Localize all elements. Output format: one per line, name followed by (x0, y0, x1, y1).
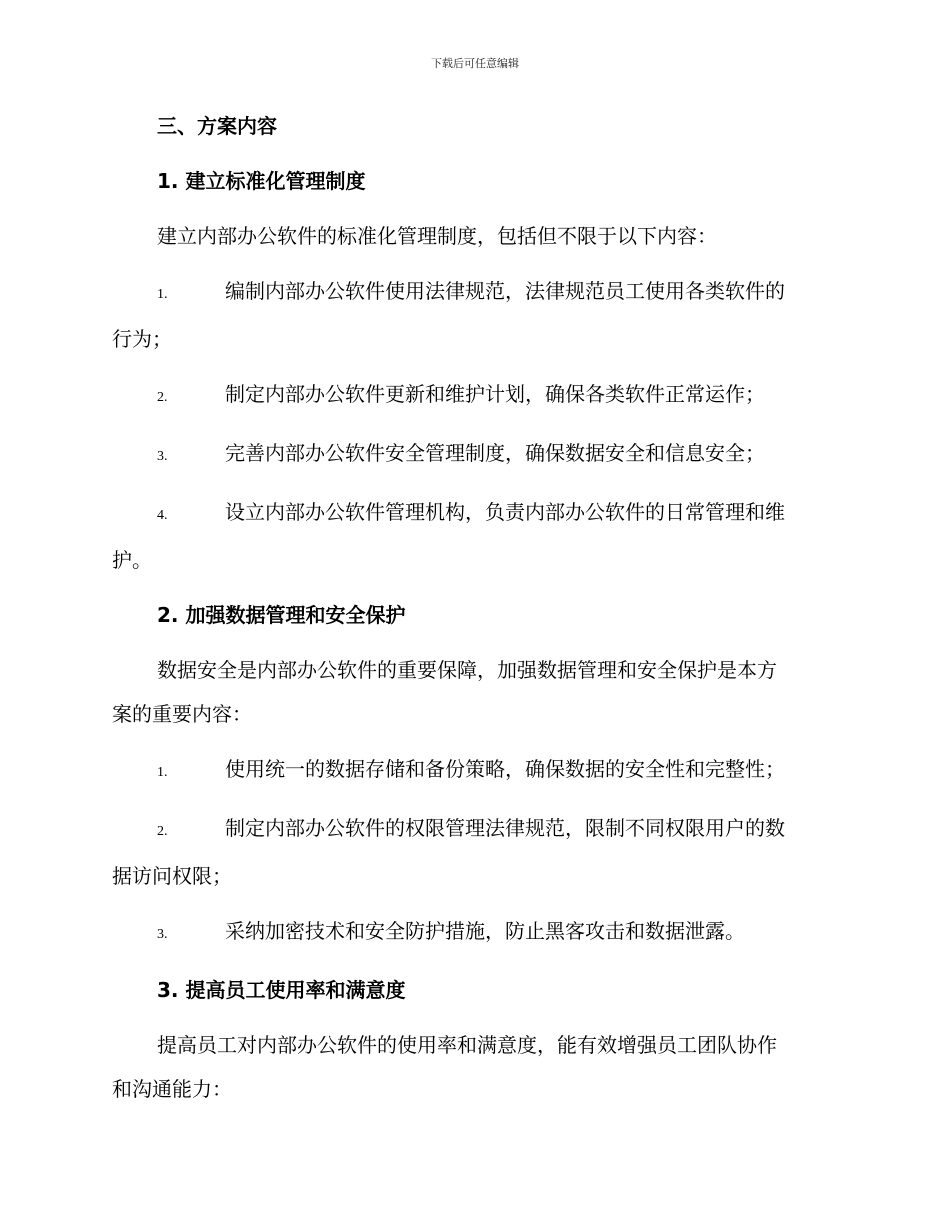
list-item (112, 269, 834, 361)
list-item-number: 3. (157, 449, 168, 464)
list-item-number: 3. (157, 927, 168, 942)
list-item (112, 431, 834, 479)
part-3-intro-continuation: 和沟通能力： (112, 1077, 232, 1101)
part-3-heading: 3. 提高员工使用率和满意度 (157, 978, 406, 1002)
list-item-number: 4. (157, 508, 168, 523)
list-item-number: 2. (157, 390, 168, 405)
list-item (112, 806, 834, 898)
part-1-intro: 建立内部办公软件的标准化管理制度，包括但不限于以下内容： (157, 224, 717, 248)
part-3-intro: 提高员工对内部办公软件的使用率和满意度，能有效增强员工团队协作 (157, 1033, 777, 1057)
list-item-continuation: 护。 (112, 548, 152, 572)
part-2-heading: 2. 加强数据管理和安全保护 (157, 603, 406, 627)
list-item-number: 1. (157, 765, 168, 780)
part-2-intro: 数据安全是内部办公软件的重要保障，加强数据管理和安全保护是本方 (157, 658, 777, 682)
list-item-continuation: 行为； (112, 327, 172, 351)
list-item-text: 编制内部办公软件使用法律规范，法律规范员工使用各类软件的 (225, 279, 785, 303)
list-item (112, 372, 834, 420)
list-item-number: 1. (157, 287, 168, 302)
list-item-continuation: 据访问权限； (112, 864, 232, 888)
list-item (112, 747, 834, 795)
list-item (112, 909, 834, 957)
list-item-text: 设立内部办公软件管理机构，负责内部办公软件的日常管理和维 (225, 500, 785, 524)
list-item-text: 采纳加密技术和安全防护措施，防止黑客攻击和数据泄露。 (225, 919, 745, 943)
part-1-heading: 1. 建立标准化管理制度 (157, 169, 366, 193)
list-item-text: 制定内部办公软件更新和维护计划，确保各类软件正常运作； (225, 382, 765, 406)
list-item-number: 2. (157, 824, 168, 839)
list-item-text: 使用统一的数据存储和备份策略，确保数据的安全性和完整性； (225, 757, 785, 781)
section-title: 三、方案内容 (157, 114, 277, 138)
list-item (112, 490, 834, 582)
part-2-intro-continuation: 案的重要内容： (112, 702, 252, 726)
list-item-text: 制定内部办公软件的权限管理法律规范，限制不同权限用户的数 (225, 816, 785, 840)
header-note: 下载后可任意编辑 (431, 57, 519, 70)
list-item-text: 完善内部办公软件安全管理制度，确保数据安全和信息安全； (225, 441, 765, 465)
document-body (112, 104, 834, 1111)
